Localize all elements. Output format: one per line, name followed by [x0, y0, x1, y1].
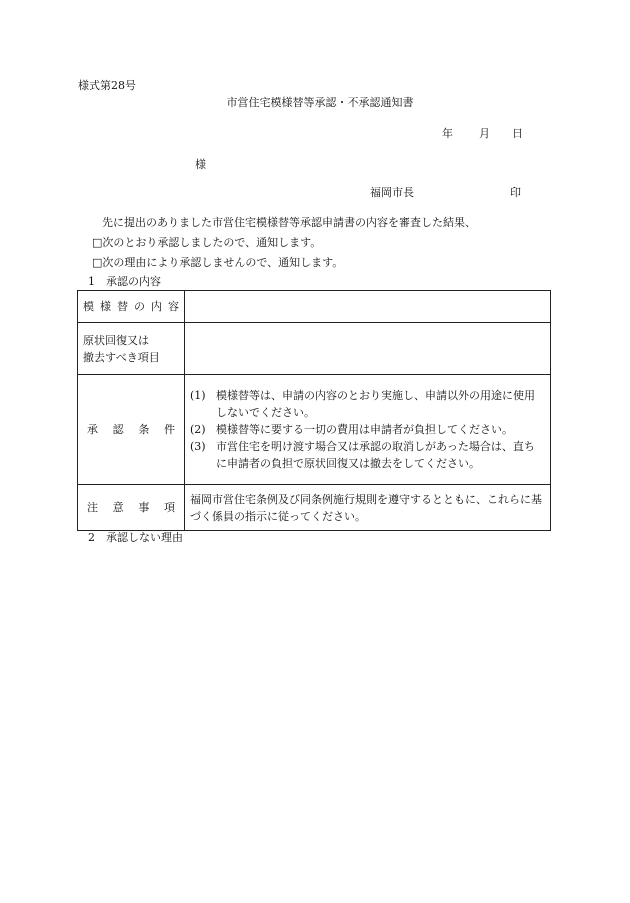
document-title: 市営住宅模様替等承認・不承認通知書 [226, 96, 414, 109]
table-row [78, 375, 551, 485]
header-char: 事 [138, 501, 150, 514]
option-approve-checkbox[interactable]: □次のとおり承認しましたので、通知します。 [92, 236, 322, 249]
header-char: 件 [163, 423, 175, 436]
approval-table [77, 290, 551, 531]
condition-text: 市営住宅を明け渡す場合又は承認の取消しがあった場合は、直ちに申請者の負担で原状回復又は撤去をしてください。 [216, 440, 535, 470]
condition-number: (1) [190, 389, 206, 402]
header-line: 原状回復又は [83, 333, 149, 347]
date-month-label: 月 [479, 127, 490, 140]
table-row [78, 485, 551, 531]
header-char: 替 [117, 300, 128, 313]
header-char: 承 [87, 423, 98, 436]
addressee-suffix: 様 [195, 158, 206, 171]
row-header-approval-conditions [78, 375, 185, 485]
notes-cell: 福岡市営住宅条例及び同条例施行規則を遵守するとともに、これらに基づく係員の指示に従ってください。 [185, 485, 551, 531]
seal-mark: 印 [510, 186, 521, 199]
row-header-renovation-content [78, 291, 185, 323]
condition-number: (3) [190, 440, 206, 453]
table-row [78, 291, 551, 323]
header-char: 項 [163, 501, 175, 514]
header-char: 条 [138, 423, 150, 436]
condition-item [190, 421, 545, 438]
form-number: 様式第28号 [78, 79, 136, 92]
issuer-name: 福岡市長 [370, 186, 414, 199]
header-char: 様 [100, 300, 111, 313]
date-year-label: 年 [442, 127, 453, 140]
header-char: 認 [112, 423, 124, 436]
header-char: 注 [87, 501, 98, 514]
header-line: 撤去すべき項目 [83, 350, 160, 364]
header-char: の [134, 300, 145, 313]
table-row [78, 323, 551, 375]
renovation-content-cell[interactable] [185, 291, 551, 323]
row-header-notes [78, 485, 185, 531]
section-1-heading: 1 承認の内容 [88, 275, 161, 288]
condition-text: 模様替等は、申請の内容のとおり実施し、申請以外の用途に使用しないでください。 [216, 389, 535, 419]
row-header-restoration-items [78, 323, 185, 375]
approval-conditions-cell [185, 375, 551, 485]
condition-item [190, 387, 545, 421]
condition-item [190, 438, 545, 472]
header-char: 内 [151, 300, 162, 313]
intro-paragraph: 先に提出のありました市営住宅模様替等承認申請書の内容を審査した結果、 [102, 216, 476, 229]
header-char: 容 [168, 300, 179, 313]
option-reject-checkbox[interactable]: □次の理由により承認しませんので、通知します。 [92, 256, 344, 269]
date-day-label: 日 [512, 127, 523, 140]
condition-number: (2) [190, 423, 206, 436]
header-char: 模 [83, 300, 94, 313]
header-char: 意 [112, 501, 124, 514]
section-2-heading: 2 承認しない理由 [88, 531, 183, 544]
condition-text: 模様替等に要する一切の費用は申請者が負担してください。 [216, 423, 513, 436]
restoration-items-cell[interactable] [185, 323, 551, 375]
